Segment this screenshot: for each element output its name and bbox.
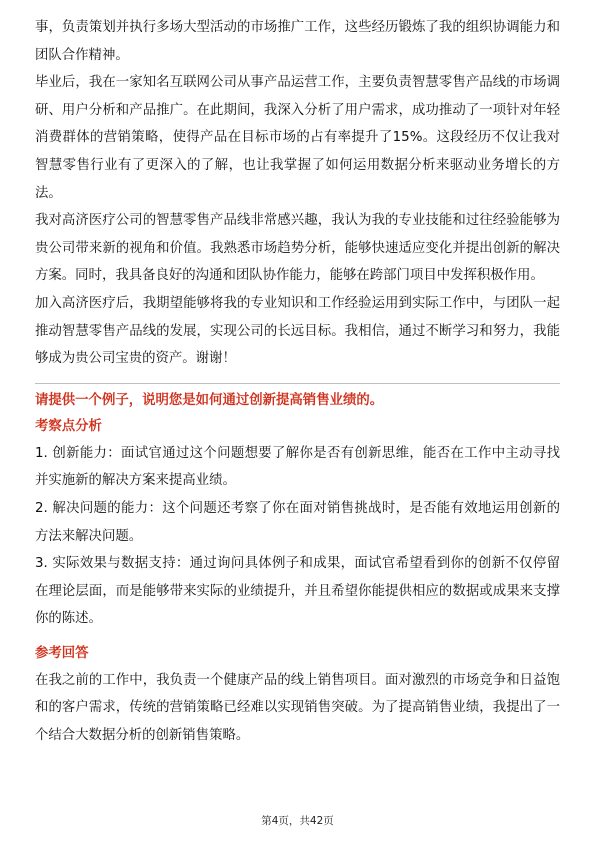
body-paragraph-4: 加入高济医疗后，我期望能够将我的专业知识和工作经验运用到实际工作中，与团队一起推动智慧零售产品线的发展，实现公司的长远目标。我相信，通过不断学习和努力，我能够成为贵公司宝贵的资产。谢谢！ (35, 295, 560, 367)
page-number: 第4页，共42页 (261, 815, 334, 827)
analysis-item-1: 1. 创新能力：面试官通过这个问题想要了解你是否有创新思维，能否在工作中主动寻找并实施新的解决方案来提高业绩。 (35, 445, 560, 489)
section-divider (35, 383, 560, 384)
page-content (35, 14, 560, 750)
body-paragraph-3: 我对高济医疗公司的智慧零售产品线非常感兴趣，我认为我的专业技能和过往经验能够为贵公司带来新的视角和价值。我熟悉市场趋势分析，能够快速适应变化并提出创新的解决方案。同时，我具备良好的沟通和团队协作能力，能够在跨部门项目中发挥积极作用。 (35, 213, 560, 284)
analysis-heading: 考察点分析 (35, 418, 102, 434)
analysis-item-2: 2. 解决问题的能力：这个问题还考察了你在面对销售挑战时，是否能有效地运用创新的方法来解决问题。 (35, 500, 560, 544)
answer-paragraph: 在我之前的工作中，我负责一个健康产品的线上销售项目。面对激烈的市场竞争和日益饱和的客户需求，传统的营销策略已经难以实现销售突破。为了提高销售业绩，我提出了一个结合大数据分析的创新销售策略。 (35, 672, 560, 744)
answer-heading: 参考回答 (35, 645, 89, 661)
body-paragraph-1: 事，负责策划并执行多场大型活动的市场推广工作，这些经历锻炼了我的组织协调能力和团队合作精神。 (35, 20, 560, 63)
analysis-item-3: 3. 实际效果与数据支持：通过询问具体例子和成果，面试官希望看到你的创新不仅停留在理论层面，而是能够带来实际的业绩提升，并且希望你能提供相应的数据或成果来支撑你的陈述。 (35, 556, 560, 627)
interview-question: 请提供一个例子，说明您是如何通过创新提高销售业绩的。 (35, 392, 384, 408)
body-paragraph-2: 毕业后，我在一家知名互联网公司从事产品运营工作，主要负责智慧零售产品线的市场调研、用户分析和产品推广。在此期间，我深入分析了用户需求，成功推动了一项针对年轻消费群体的营销策略，使得产品在目标市场的占有率提升了15%。这段经历不仅让我对智慧零售行业有了更深入的了解，也让我掌握了如何运用数据分析来驱动业务增长的方法。 (35, 75, 560, 201)
